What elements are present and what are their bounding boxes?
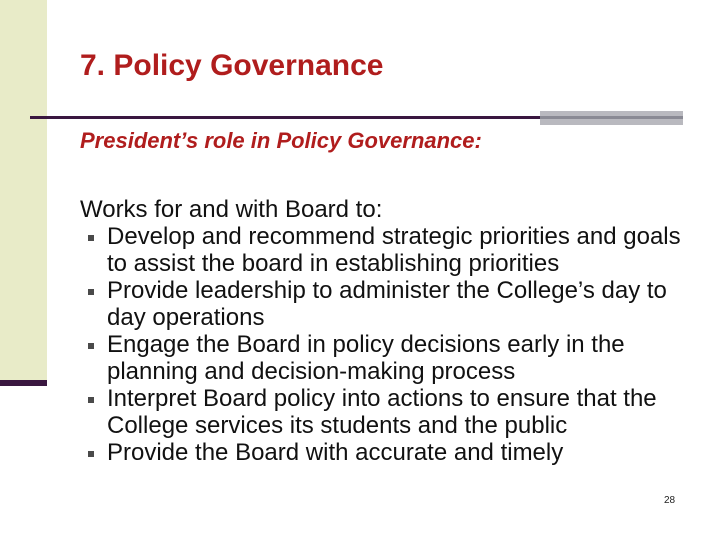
square-bullet-icon [88, 235, 94, 241]
left-decorative-band [0, 0, 47, 386]
slide-title: 7. Policy Governance [80, 49, 384, 82]
square-bullet-icon [88, 397, 94, 403]
list-item [80, 277, 690, 331]
square-bullet-icon [88, 289, 94, 295]
left-band-accent-bar [0, 380, 47, 386]
square-bullet-icon [88, 451, 94, 457]
bullet-text: Interpret Board policy into actions to ensure that the College services its students and the public [107, 385, 657, 439]
square-bullet-icon [88, 343, 94, 349]
list-item [80, 439, 690, 466]
bullet-text: Develop and recommend strategic priorities and goals to assist the board in establishing priorities [107, 223, 681, 277]
bullet-text: Provide leadership to administer the College’s day to day operations [107, 277, 667, 331]
list-item [80, 385, 690, 439]
page-number: 28 [664, 495, 676, 506]
list-item [80, 223, 690, 277]
bullet-text: Engage the Board in policy decisions early in the planning and decision-making process [107, 331, 625, 385]
intro-text: Works for and with Board to: [80, 196, 383, 223]
bullet-text: Provide the Board with accurate and timely [107, 439, 564, 466]
list-item [80, 331, 690, 385]
bullet-list [80, 223, 690, 466]
slide-body [80, 196, 690, 466]
title-divider-line [30, 116, 540, 119]
slide-subtitle: President’s role in Policy Governance: [80, 128, 482, 153]
title-divider-accent-line [540, 116, 683, 119]
